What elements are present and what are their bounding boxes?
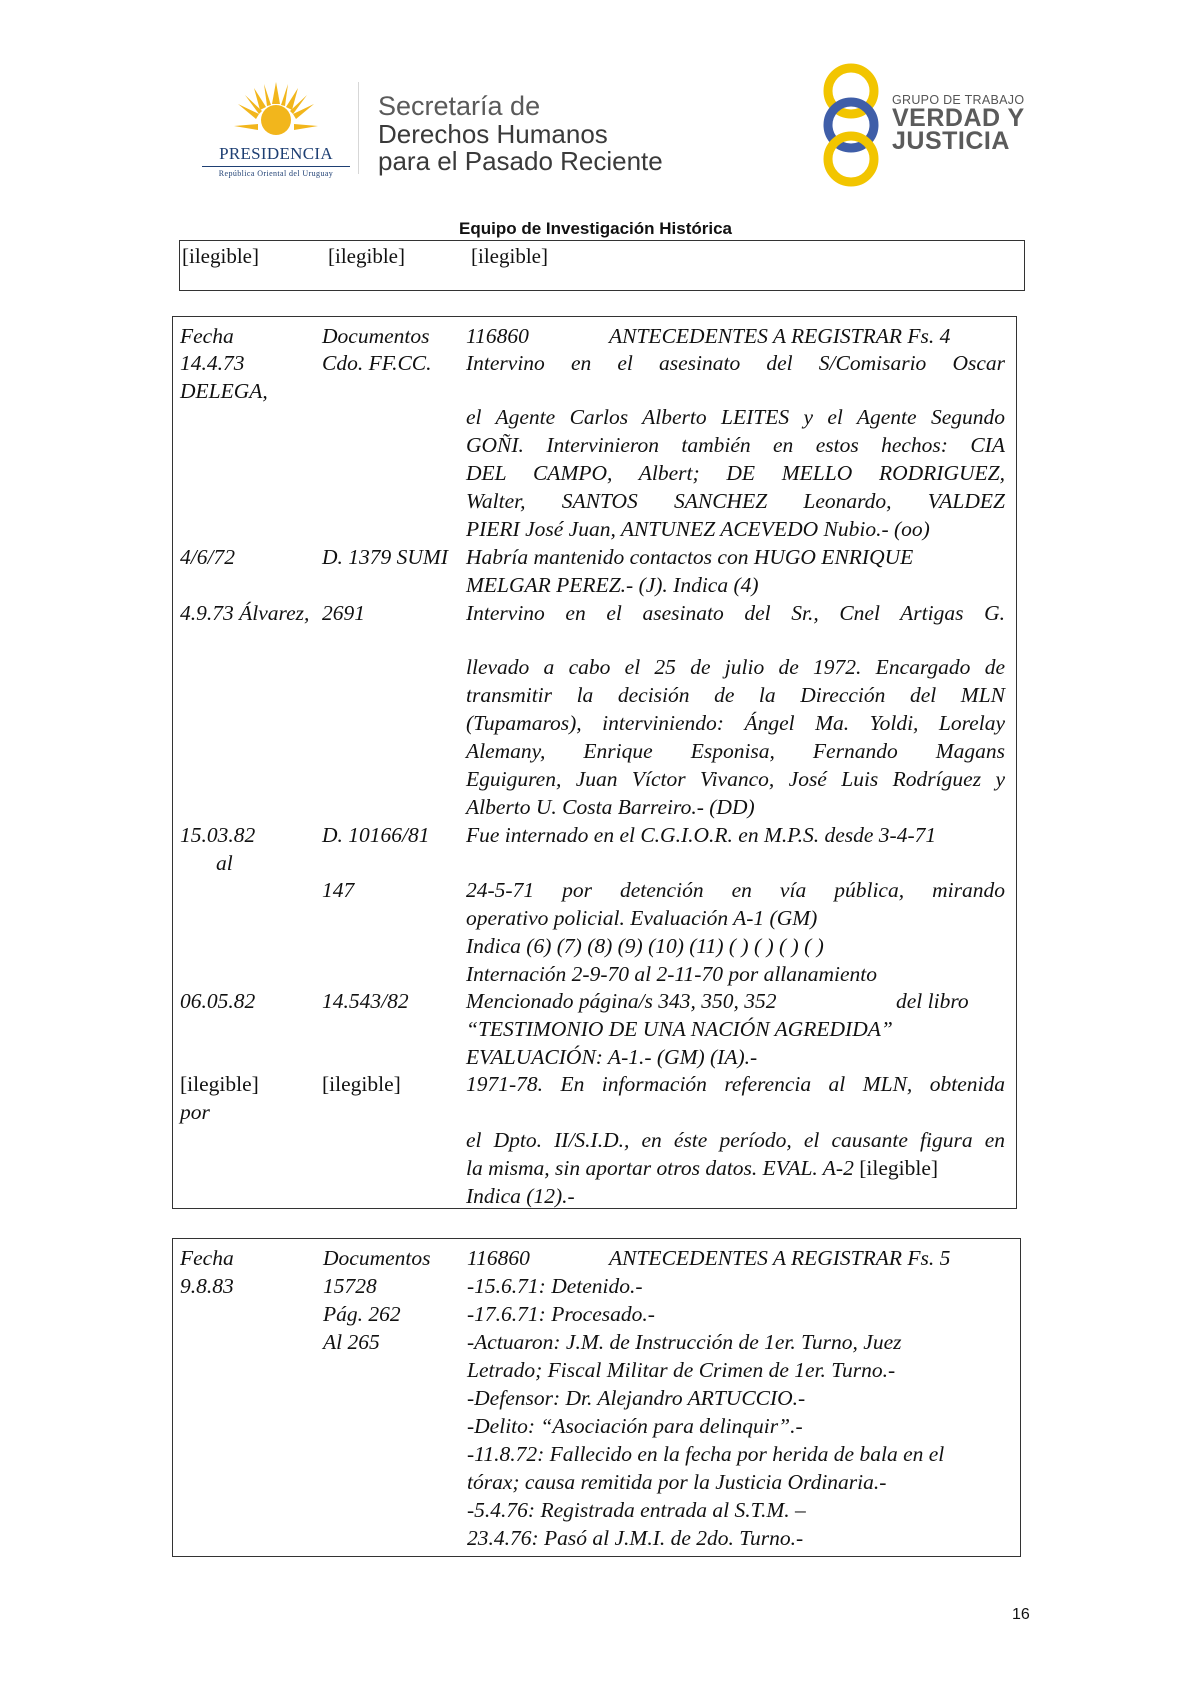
entry-text: -Defensor: Dr. Alejandro ARTUCCIO.- [467,1386,806,1410]
logo-separator [358,82,359,174]
entry-text: Internación 2-9-70 al 2-11-70 por allanamiento [466,962,878,986]
record-title: ANTECEDENTES A REGISTRAR Fs. 4 [609,324,951,348]
entry-date-suffix: al [216,851,233,875]
entry-text: Letrado; Fiscal Militar de Crimen de 1er. Turno.- [467,1358,896,1382]
entry-text: Indica (12).- [466,1184,575,1208]
entry-text: Alberto U. Costa Barreiro.- (DD) [466,795,755,819]
entry-document: Cdo. FF.CC. [322,351,432,375]
antecedentes-box-fs4 [172,316,1017,1209]
entry-text: -15.6.71: Detenido.- [467,1274,643,1298]
entry-document: Al 265 [323,1330,380,1354]
entry-text: PIERI José Juan, ANTUNEZ ACEVEDO Nubio.- (oo) [466,517,930,541]
entry-text: 23.4.76: Pasó al J.M.I. de 2do. Turno.- [467,1526,804,1550]
entry-text: el Dpto. II/S.I.D., en éste período, el causante figura en [466,1128,1005,1152]
entry-text: Indica (6) (7) (8) (9) (10) (11) ( ) ( ) ( ) ( ) [466,934,824,958]
logo-rule [202,166,350,167]
entry-date: 14.4.73 DELEGA, [180,351,268,403]
entry-text: llevado a cabo el 25 de julio de 1972. Encargado de [466,655,1005,679]
equipo-title: Equipo de Investigación Histórica [459,219,732,238]
fecha-header: Fecha [180,324,234,348]
record-title: ANTECEDENTES A REGISTRAR Fs. 5 [609,1246,951,1270]
sun-icon [234,80,318,144]
grupo-line-2: VERDAD Y [892,104,1025,132]
entry-date-suffix: por [180,1100,210,1124]
entry-text-illegible: [ilegible] [859,1156,939,1180]
entry-text: 1971-78. En información referencia al MLN, obtenida [466,1072,1005,1096]
entry-text: Walter, SANTOS SANCHEZ Leonardo, VALDEZ [466,489,1005,513]
entry-document: 14.543/82 [322,989,409,1013]
entry-text: Eguiguren, Juan Víctor Vivanco, José Luis Rodríguez y [466,767,1005,791]
presidencia-logo [196,80,356,180]
entry-date: 4.9.73 Álvarez, [180,601,310,625]
secretaria-line-2: Derechos Humanos [378,119,608,149]
illegible-cell-3: [ilegible] [471,244,548,268]
entry-text: EVALUACIÓN: A-1.- (GM) (IA).- [466,1045,758,1069]
entry-date: 4/6/72 [180,545,235,569]
record-header [466,322,1005,350]
documentos-header: Documentos [322,324,430,348]
page-number: 16 [1012,1606,1030,1623]
illegible-box [179,240,1025,291]
entry-text: Fue internado en el C.G.I.O.R. en M.P.S. desde 3-4-71 [466,823,937,847]
antecedentes-box-fs5 [172,1238,1021,1557]
entry-text: Intervino en el asesinato del S/Comisario Oscar [466,351,1005,375]
secretaria-line-1: Secretaría de [378,91,541,121]
record-number: 116860 [467,1246,530,1270]
interlocked-rings-icon [815,63,887,188]
entry-text: el Agente Carlos Alberto LEITES y el Agente Segundo [466,405,1005,429]
entry-text: GOÑI. Intervinieron también en estos hechos: CIA [466,433,1005,457]
entry-date: [ilegible] [180,1072,259,1096]
grupo-line-1: GRUPO DE TRABAJO [892,93,1025,107]
entry-text: (Tupamaros), interviniendo: Ángel Ma. Yoldi, Lorelay [466,711,1005,735]
entry-date: 06.05.82 [180,989,256,1013]
illegible-cell-1: [ilegible] [182,244,259,268]
secretaria-line-3: para el Pasado Reciente [378,146,663,176]
entry-date: 9.8.83 [180,1274,234,1298]
entry-document: D. 10166/81 [322,823,430,847]
entry-date: 15.03.82 [180,823,256,847]
entry-text: Mencionado página/s 343, 350, 352 [466,989,777,1013]
entry-text: MELGAR PEREZ.- (J). Indica (4) [466,573,759,597]
fecha-header: Fecha [180,1246,234,1270]
entry-text: -17.6.71: Procesado.- [467,1302,655,1326]
record-header [467,1244,1006,1272]
entry-text: del libro [896,989,969,1013]
entry-text: Alemany, Enrique Esponisa, Fernando Magans [466,739,1005,763]
presidencia-word: PRESIDENCIA [219,144,333,163]
entry-text: -5.4.76: Registrada entrada al S.T.M. – [467,1498,806,1522]
record-number: 116860 [466,324,529,348]
entry-document: [ilegible] [322,1072,401,1096]
entry-text: -11.8.72: Fallecido en la fecha por herida de bala en el [467,1442,945,1466]
entry-text: Intervino en el asesinato del Sr., Cnel Artigas G. [466,601,1005,625]
entry-text: operativo policial. Evaluación A-1 (GM) [466,906,818,930]
entry-text: Habría mantenido contactos con HUGO ENRIQUE [466,545,914,569]
illegible-cell-2: [ilegible] [328,244,405,268]
entry-text: “TESTIMONIO DE UNA NACIÓN AGREDIDA” [466,1017,893,1041]
entry-text: la misma, sin aportar otros datos. EVAL. A-2 [466,1156,854,1180]
entry-document: 2691 [322,601,365,625]
entry-document: 147 [322,878,355,902]
entry-document: 15728 [323,1274,377,1298]
entry-text: tórax; causa remitida por la Justicia Ordinaria.- [467,1470,887,1494]
entry-text: -Delito: “Asociación para delinquir”.- [467,1414,803,1438]
grupo-text [892,93,1025,153]
presidencia-subtitle: República Oriental del Uruguay [218,169,334,178]
grupo-trabajo-logo [815,63,1025,188]
entry-document: D. 1379 SUMI [322,545,448,569]
entry-text: transmitir la decisión de la Dirección del MLN [466,683,1005,707]
grupo-line-3: JUSTICIA [892,127,1010,155]
entry-text: 24-5-71 por detención en vía pública, mirando [466,878,1005,902]
entry-text: DEL CAMPO, Albert; DE MELLO RODRIGUEZ, [466,461,1005,485]
documentos-header: Documentos [323,1246,431,1270]
entry-text: -Actuaron: J.M. de Instrucción de 1er. Turno, Juez [467,1330,902,1354]
secretaria-logo [378,92,663,175]
entry-document: Pág. 262 [323,1302,401,1326]
